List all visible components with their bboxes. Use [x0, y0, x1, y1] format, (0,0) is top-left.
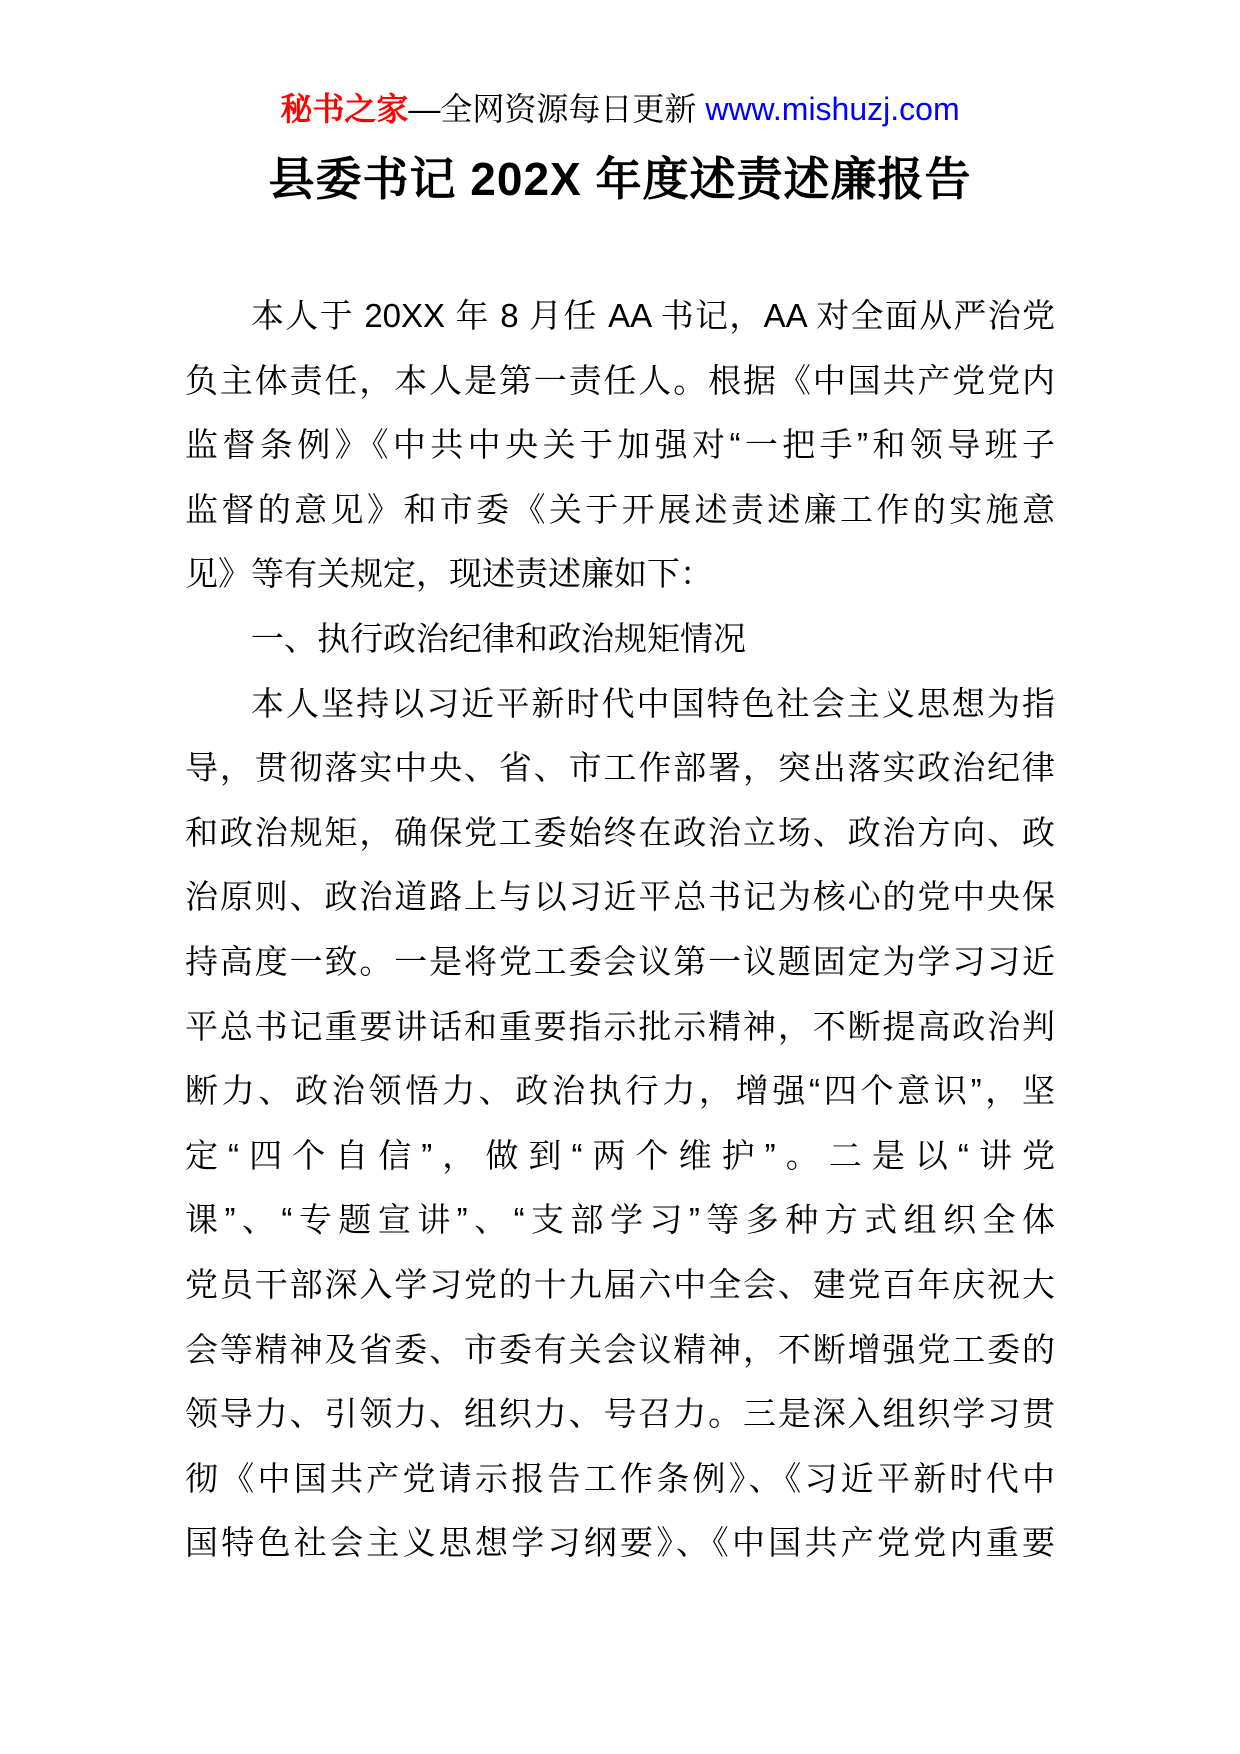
text-line: 本人坚持以习近平新时代中国特色社会主义思想为指	[251, 684, 1055, 722]
text-line: 负主体责任，本人是第一责任人。根据《中国共产党党内	[185, 361, 1055, 399]
text-line: 持高度一致。一是将党工委会议第一议题固定为学习习近	[185, 942, 1055, 980]
site-header	[185, 86, 1055, 132]
text-line: 平总书记重要讲话和重要指示批示精神，不断提高政治判	[185, 1007, 1055, 1045]
site-tagline: —全网资源每日更新	[408, 91, 706, 127]
text-line: 彻《中国共产党请示报告工作条例》、《习近平新时代中	[185, 1459, 1055, 1497]
text-line: 定“四个自信”，做到“两个维护”。二是以“讲党	[185, 1136, 1055, 1174]
text-line: 监督的意见》和市委《关于开展述责述廉工作的实施意	[185, 490, 1055, 528]
text-line: 见》等有关规定，现述责述廉如下：	[185, 555, 713, 593]
text-line: 监督条例》《中共中央关于加强对“一把手”和领导班子	[185, 426, 1055, 464]
document-body	[185, 284, 1055, 1576]
site-url-link[interactable]: www.mishuzj.com	[705, 91, 960, 127]
text-line: 党员干部深入学习党的十九届六中全会、建党百年庆祝大	[185, 1265, 1055, 1303]
text-line: 会等精神及省委、市委有关会议精神，不断增强党工委的	[185, 1330, 1055, 1368]
section-heading: 一、执行政治纪律和政治规矩情况	[251, 619, 746, 657]
text-line: 本人于 20XX 年 8 月任 AA 书记，AA 对全面从严治党	[251, 297, 1055, 334]
text-line: 断力、政治领悟力、政治执行力，增强“四个意识”，坚	[185, 1072, 1055, 1110]
document-content	[185, 0, 1055, 1576]
text-line: 导，贯彻落实中央、省、市工作部署，突出落实政治纪律	[185, 749, 1055, 787]
text-line: 课”、“专题宣讲”、“支部学习”等多种方式组织全体	[185, 1201, 1055, 1239]
text-line: 国特色社会主义思想学习纲要》、《中国共产党党内重要	[185, 1524, 1055, 1562]
document-title: 县委书记 202X 年度述责述廉报告	[268, 153, 972, 205]
text-line: 治原则、政治道路上与以习近平总书记为核心的党中央保	[185, 878, 1055, 916]
text-line: 和政治规矩，确保党工委始终在政治立场、政治方向、政	[185, 813, 1055, 851]
text-line: 领导力、引领力、组织力、号召力。三是深入组织学习贯	[185, 1395, 1055, 1433]
site-brand: 秘书之家	[280, 91, 409, 127]
